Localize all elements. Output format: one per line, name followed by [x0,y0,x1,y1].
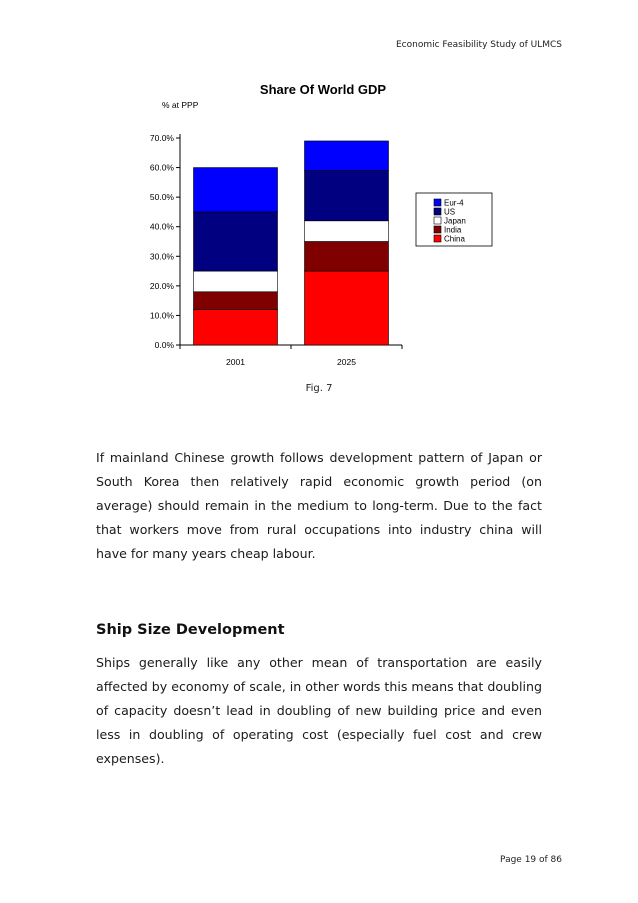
y-tick-label: 30.0% [149,251,174,262]
legend-swatch-us [434,208,441,215]
bar-segment-eur-4 [194,168,278,212]
section-heading: Ship Size Development [96,622,285,638]
legend-label: US [444,207,456,217]
y-tick-label: 70.0% [149,133,174,143]
x-tick-label: 2001 [226,357,245,367]
paragraph-growth: If mainland Chinese growth follows development pattern of Japan or South Korea then relatively rapid economic growth period (on average) should remain in the medium to long-term. Due to the fact that workers move from rural occupations into industry china will have for many years cheap labour. [96,450,542,561]
bar-segment-eur-4 [305,141,389,171]
page-header: Economic Feasibility Study of ULMCS [395,40,562,50]
bar-segment-china [305,271,389,345]
bar-segment-japan [194,271,278,292]
y-tick-label: 50.0% [149,192,174,203]
bar-segment-india [305,242,389,272]
legend-swatch-eur-4 [434,199,441,206]
legend-label: China [444,234,465,244]
legend-swatch-india [434,226,441,233]
y-axis-label: % at PPP [162,100,199,110]
legend-label: Japan [444,216,466,226]
legend-label: India [444,225,462,235]
figure-caption: Fig. 7 [305,383,333,394]
gdp-chart [130,72,500,372]
bar-segment-us [194,212,278,271]
bar-segment-india [194,292,278,310]
bar-segment-china [194,310,278,345]
y-tick-label: 10.0% [149,310,174,321]
y-tick-label: 40.0% [149,221,174,232]
x-tick-label: 2025 [337,357,356,367]
y-tick-label: 20.0% [149,280,174,291]
y-tick-label: 0.0% [154,340,174,350]
chart-svg [130,72,500,372]
legend-swatch-japan [434,217,441,224]
paragraph-ship-size: Ships generally like any other mean of transportation are easily affected by economy of scale, in other words this means that doubling of capacity doesn’t lead in doubling of new building price and even less in doubling of operating cost (especially fuel cost and crew expenses). [96,655,542,766]
legend-label: Eur-4 [444,198,464,208]
bar-segment-japan [305,221,389,242]
chart-title: Share Of World GDP [259,82,387,97]
page-number: Page 19 of 86 [500,855,562,865]
legend-swatch-china [434,235,441,242]
bar-segment-us [305,171,389,221]
y-tick-label: 60.0% [149,162,174,173]
